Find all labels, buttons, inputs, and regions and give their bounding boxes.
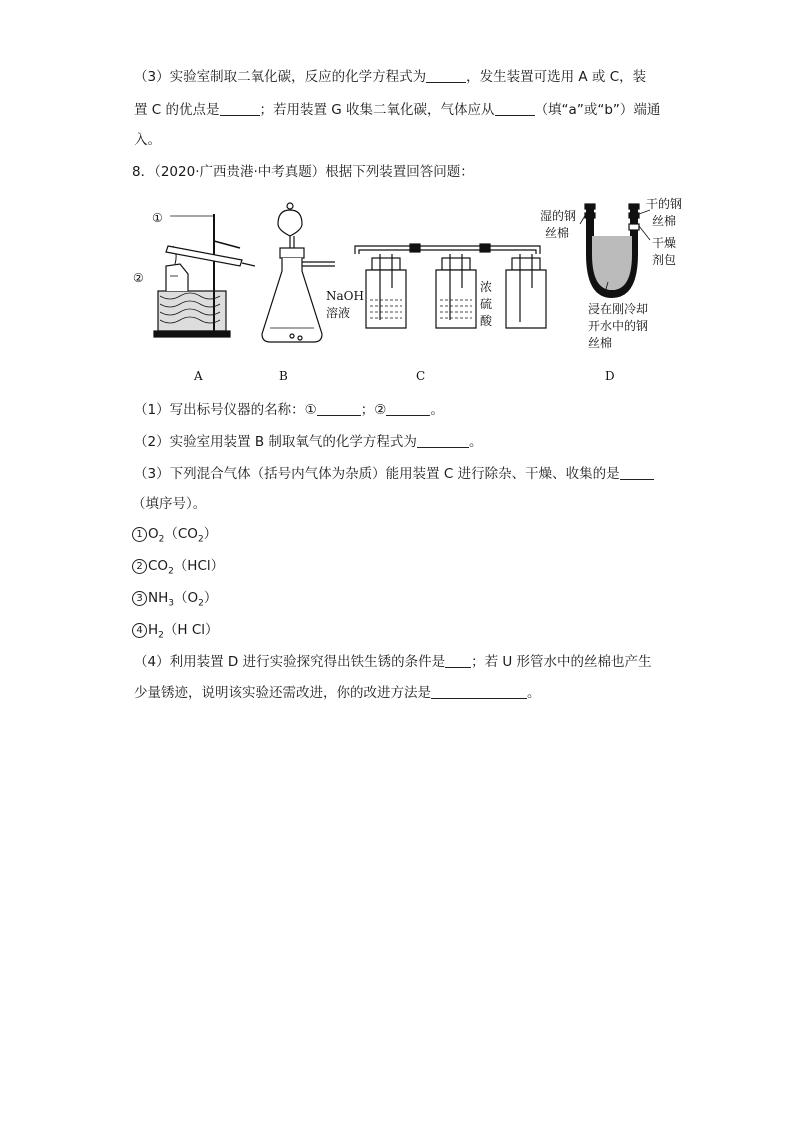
label-water-2: 开水中的钢: [588, 319, 649, 333]
answer-blank[interactable]: [220, 101, 260, 116]
prev-q3-line3: 入。: [134, 132, 161, 148]
apparatus-c: [355, 244, 546, 328]
answer-blank[interactable]: [495, 101, 535, 116]
caption-a: A: [194, 369, 203, 383]
subquestion-2: （2）实验室用装置 B 制取氧气的化学方程式为 。: [134, 434, 483, 450]
apparatus-d: [580, 204, 650, 296]
answer-blank[interactable]: [426, 68, 466, 83]
subquestion-3-line1: （3）下列混合气体（括号内气体为杂质）能用装置 C 进行除杂、干燥、收集的是: [134, 464, 654, 484]
label-desiccant-2: 剂包: [652, 253, 677, 267]
option-2: 2 $CO_2(HCl)$: [132, 556, 224, 582]
label-water-1: 浸在刚冷却: [588, 302, 649, 316]
label-sulfuric: 硫: [480, 297, 493, 311]
marker-2: ②: [133, 271, 144, 285]
prev-q3-line1: （3）实验室制取二氧化碳，反应的化学方程式为 ，发生装置可选用 A 或 C，装: [134, 69, 647, 85]
label-wet-steel-wool-2: 丝棉: [545, 226, 570, 240]
label-acid: 酸: [480, 314, 493, 328]
answer-blank[interactable]: [445, 653, 471, 668]
answer-blank[interactable]: [620, 465, 654, 480]
caption-d: D: [605, 369, 615, 383]
subquestion-4-line1: （4）利用装置 D 进行实验探究得出铁生锈的条件是 ；若 U 形管水中的丝棉也产生: [134, 654, 652, 670]
apparatus-a: [154, 214, 255, 337]
option-4: 4 $H_2(H$ Cl）: [132, 620, 219, 646]
marker-1: ①: [152, 211, 163, 225]
label-wet-steel-wool-1: 湿的钢: [540, 209, 577, 223]
caption-c: C: [416, 369, 426, 383]
option-3: 3 $NH_3(O_2)$: [132, 588, 217, 614]
subquestion-3-line2: （填序号）。: [132, 496, 207, 512]
label-naoh: NaOH: [326, 289, 364, 303]
answer-blank[interactable]: [386, 401, 430, 416]
label-naoh-solution: 溶液: [326, 306, 351, 320]
answer-blank[interactable]: [417, 433, 469, 448]
label-desiccant-1: 干燥: [652, 236, 677, 250]
subquestion-1: （1）写出标号仪器的名称：① ；② 。: [134, 402, 444, 418]
answer-blank[interactable]: [317, 401, 361, 416]
apparatus-figure: [130, 196, 690, 396]
answer-blank[interactable]: [431, 684, 527, 699]
label-dry-steel-wool-2: 丝棉: [652, 214, 677, 228]
subquestion-4-line2: 少量锈迹，说明该实验还需改进，你的改进方法是 。: [134, 685, 541, 701]
option-1: 1 $O_2(CO_2)$: [132, 524, 217, 550]
label-water-3: 丝棉: [588, 336, 613, 350]
label-dry-steel-wool-1: 干的钢: [646, 197, 683, 211]
caption-b: B: [279, 369, 288, 383]
label-conc: 浓: [480, 280, 493, 294]
apparatus-b: [262, 203, 335, 342]
question-8-heading: 8．（2020·广西贵港·中考真题）根据下列装置回答问题：: [132, 164, 474, 180]
prev-q3-line2: 置 C 的优点是 ；若用装置 G 收集二氧化碳，气体应从 （填“a”或“b”）端通: [134, 102, 661, 118]
